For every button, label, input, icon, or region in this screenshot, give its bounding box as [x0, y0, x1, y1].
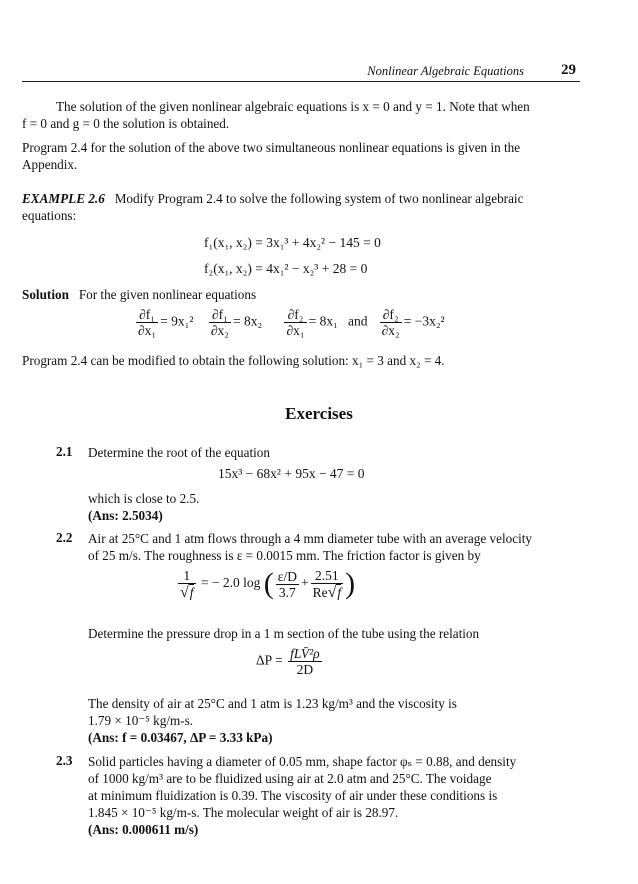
example-statement	[22, 190, 582, 207]
derivative-4: $\frac{\text{∂f₂}}{\text{∂x₂}}$	[381, 307, 400, 338]
equation-f2: f₂(x₁, x₂) = 4x₁² − x₂³ + 28 = 0	[204, 261, 368, 276]
exercise-2-1-answer: (Ans: 2.5034)	[88, 508, 163, 523]
page-number: 29	[561, 62, 576, 78]
exercise-2-2-answer: (Ans: f = 0.03467, ΔP = 3.33 kPa)	[88, 730, 273, 745]
derivative-1: $\frac{\text{∂f₁}}{\text{∂x₁}}$	[138, 307, 157, 338]
intro-line-2: f = 0 and g = 0 the solution is obtained.	[22, 116, 230, 131]
partial-derivatives: $\frac{\text{∂f₁}}{\text{∂x₁}}$ = 9x₁² $\frac{\text{∂f₁}}{\text{∂x₂}}$ = 8x₂ $\frac{\text{∂f₂}}{\text{∂x₁}}$ = 8x₁ and $\frac{\text{∂f₂}}{\text{∂x₂}}$ = −3x₂²	[138, 307, 445, 338]
exercise-2-3-line-4: 1.845 × 10⁻⁵ kg/m-s. The molecular weight of air is 28.97.	[88, 805, 399, 820]
pressure-drop-equation: ΔP = $\frac{\text{fLV̄²ρ}}{2D}$	[256, 646, 320, 677]
exercise-2-2-line-1: Air at 25°C and 1 atm flows through a 4 mm diameter tube with an average velocity	[88, 531, 533, 546]
example-text: Modify Program 2.4 to solve the following system of two nonlinear algebraic	[114, 191, 524, 206]
program-note-line-2: Appendix.	[22, 157, 78, 172]
exercise-2-3-line-2: of 1000 kg/m³ are to be fluidized using air at 2.0 atm and 25°C. The voidage	[88, 771, 492, 786]
header-title: Nonlinear Algebraic Equations	[367, 64, 524, 78]
solution-line	[22, 286, 256, 303]
friction-factor-equation: $\frac{1}{√f}$ = − 2.0 log ( $\frac{\varepsilon/D}{3.7}$ + $\frac{2.51}{Re√f}$ )	[180, 567, 356, 601]
intro-line-1: The solution of the given nonlinear algebraic equations is x = 0 and y = 1. Note that when	[56, 99, 530, 114]
example-result: Program 2.4 can be modified to obtain the following solution: x₁ = 3 and x₂ = 4.	[22, 353, 445, 368]
exercise-2-1-equation: 15x³ − 68x² + 95x − 47 = 0	[218, 466, 365, 481]
exercise-number-2-3: 2.3	[56, 753, 73, 768]
derivative-3: $\frac{\text{∂f₂}}{\text{∂x₁}}$	[286, 307, 305, 338]
exercise-2-1-text: Determine the root of the equation	[88, 445, 270, 460]
exercise-2-2-line-4: The density of air at 25°C and 1 atm is 1.23 kg/m³ and the viscosity is	[88, 696, 457, 711]
exercise-2-1-text-2: which is close to 2.5.	[88, 491, 200, 506]
exercise-number-2-2: 2.2	[56, 530, 73, 545]
exercise-2-2-line-3: Determine the pressure drop in a 1 m section of the tube using the relation	[88, 626, 480, 641]
exercise-2-2-line-2: of 25 m/s. The roughness is ε = 0.0015 mm. The friction factor is given by	[88, 548, 481, 563]
and-word: and	[347, 313, 368, 329]
running-header	[22, 63, 580, 82]
exercise-2-3-line-3: at minimum fluidization is 0.39. The viscosity of air under these conditions is	[88, 788, 498, 803]
solution-text: For the given nonlinear equations	[78, 287, 257, 302]
program-note-line-1: Program 2.4 for the solution of the above two simultaneous nonlinear equations is given in the	[22, 140, 521, 155]
solution-label: Solution	[22, 287, 69, 302]
exercises-heading: Exercises	[285, 404, 353, 423]
example-label: EXAMPLE 2.6	[22, 191, 105, 206]
example-text-2: equations:	[22, 208, 77, 223]
derivative-2: $\frac{\text{∂f₁}}{\text{∂x₂}}$	[210, 307, 230, 338]
equation-f1: f₁(x₁, x₂) = 3x₁³ + 4x₂² − 145 = 0	[204, 235, 381, 250]
exercise-2-2-line-5: 1.79 × 10⁻⁵ kg/m-s.	[88, 713, 194, 728]
exercise-2-3-line-1: Solid particles having a diameter of 0.05 mm, shape factor φₛ = 0.88, and density	[88, 754, 517, 769]
exercise-number-2-1: 2.1	[56, 444, 73, 459]
exercise-2-3-answer: (Ans: 0.000611 m/s)	[88, 822, 199, 837]
